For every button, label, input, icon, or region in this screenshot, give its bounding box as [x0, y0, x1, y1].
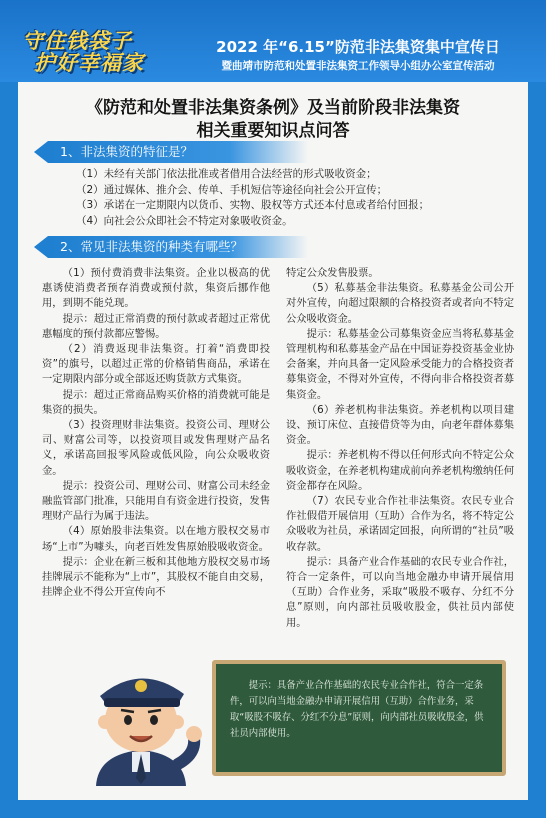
paragraph: （5）私募基金非法集资。私募基金公司公开对外宣传，向超过限额的合格投资者或者向不特定公众吸收资金。 [286, 282, 514, 325]
features-list [76, 167, 516, 229]
types-column-right [286, 266, 514, 631]
slogan-line-1: 守住钱袋子 [22, 29, 132, 53]
document-title-line-2: 相关重要知识点问答 [196, 121, 350, 141]
police-mascot-illustration [66, 654, 216, 786]
paragraph: （4）原始股非法集资。以在地方股权交易市场“上市”为噱头，向老百姓发售原始股吸收资金。 [42, 525, 270, 553]
paragraph: （7）农民专业合作社非法集资。农民专业合作社假借开展信用（互助）合作为名，将不特定公众吸收为社员，承诺固定回报，向所谓的“社员”吸收存款。 [286, 495, 514, 553]
paragraph: （6）养老机构非法集资。养老机构以项目建设、预订床位、直接借贷等为由，向老年群体募集资金。 [286, 403, 514, 447]
paragraph: 提示：养老机构不得以任何形式向不特定公众吸收资金，在养老机构建成前向养老机构缴纳任何资金都存在风险。 [286, 449, 514, 492]
feature-item: （2）通过媒体、推介会、传单、手机短信等途径向社会公开宣传； [76, 183, 388, 196]
slogan-line-2: 护好幸福家 [34, 51, 144, 75]
footer-strip [0, 800, 546, 818]
paragraph: 提示：超过正常消费的预付款或者超过正常优惠幅度的预付款都应警惕。 [42, 312, 270, 340]
paragraph: 提示：投资公司、理财公司、财富公司未经金融监管部门批准，只能用自有资金进行投资，发售理财产品行为属于违法。 [42, 479, 270, 523]
feature-item: （3）承诺在一定期限内以货币、实物、股权等方式还本付息或者给付回报； [76, 199, 430, 211]
feature-item: （4）向社会公众即社会不特定对象吸收资金。 [76, 214, 293, 227]
section-heading-types: 2、常见非法集资的种类有哪些？ [48, 236, 308, 258]
paragraph: 提示：超过正常商品购买价格的消费就可能是集资的损失。 [42, 388, 270, 416]
content-panel [18, 82, 528, 800]
document-title-line-1: 《防范和处置非法集资条例》及当前阶段非法集资 [86, 98, 460, 118]
paragraph: 提示：具备产业合作基础的农民专业合作社，符合一定条件，可以向当地金融办申请开展信用（互助）合作业务，采取“吸股不吸存、分红不分息”原则，向内部社员吸收股金，供社员内部使用。 [286, 555, 514, 629]
paragraph: 提示：企业在新三板和其他地方股权交易市场挂牌展示不能称为“上市”，其股权不能自由交易，挂牌企业不得公开宣传向不 [42, 555, 270, 599]
feature-item: （1）未经有关部门依法批准或者借用合法经营的形式吸收资金； [76, 168, 377, 180]
paragraph: （2）消费返现非法集资。打着“消费即投资”的旗号，以超过正常的价格销售商品，承诺在一定期限内部分或全部返还购货款方式集资。 [42, 343, 270, 386]
campaign-subtitle: 暨曲靖市防范和处置非法集资工作领导小组办公室宣传活动 [221, 60, 495, 72]
paragraph: （1）预付费消费非法集资。企业以极高的优惠诱使消费者预存消费或预付款，集资后挪作他用，到期不能兑现。 [42, 267, 270, 310]
section-heading-features: 1、非法集资的特征是？ [48, 141, 308, 163]
types-column-left [42, 266, 270, 600]
slogan-logo [22, 30, 172, 74]
tip-chalkboard: 提示：具备产业合作基础的农民专业合作社，符合一定条件，可以向当地金融办申请开展信用（互助）合作业务，采取“吸股不吸存、分红不分息”原则，向内部社员吸收股金，供社员内部使用。 [212, 660, 506, 776]
paragraph: 特定公众发售股票。 [286, 267, 379, 279]
header-banner [0, 0, 546, 82]
paragraph: 提示：私募基金公司募集资金应当将私募基金管理机构和私募基金产品在中国证券投资基金业协会备案，并向具备一定风险承受能力的合格投资者募集资金，不得对外宣传，不得向非合格投资者募集资金。 [286, 327, 514, 401]
campaign-title: 2022 年“6.15”防范非法集资集中宣传日 [216, 38, 500, 56]
paragraph: （3）投资理财非法集资。投资公司、理财公司、财富公司等，以投资项目或发售理财产品名义，承诺高回报零风险或低风险，向公众吸收资金。 [42, 419, 270, 477]
